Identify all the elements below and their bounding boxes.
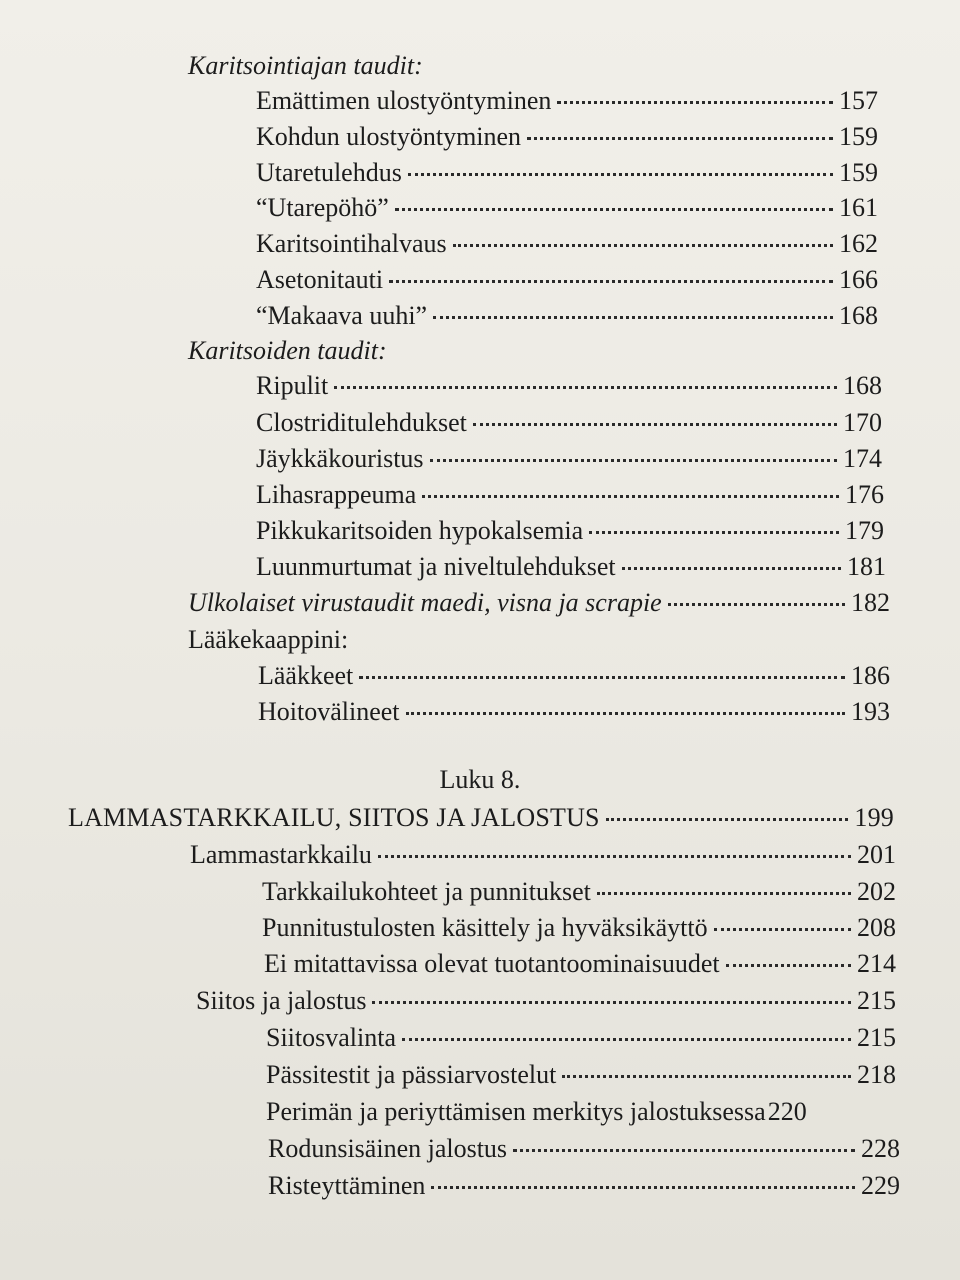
toc-entry-page: 161 [839,193,878,222]
section-heading-laakekaappini: Lääkekaappini: [188,625,349,654]
toc-entry [256,477,884,513]
toc-entry [268,1168,900,1204]
toc-entry-page: 176 [845,480,884,509]
toc-entry-ulkolaiset-virustaudit [188,585,890,621]
toc-entry-page: 218 [857,1060,896,1089]
toc-entry-title: Lihasrappeuma [256,480,417,509]
dot-leader [433,316,833,319]
dot-leader [562,1075,851,1078]
toc-entry-title: Kohdun ulostyöntyminen [256,122,522,151]
dot-leader [408,173,833,176]
dot-leader [527,137,833,140]
dot-leader [589,531,839,534]
toc-entry-page: 202 [857,877,896,906]
toc-entry [266,1094,900,1130]
toc-entry-title: Karitsointihalvaus [256,229,447,258]
toc-entry-page: 170 [843,408,882,437]
section-heading-karitsointiajan-taudit: Karitsointiajan taudit: [188,51,423,80]
section-heading-karitsoiden-taudit: Karitsoiden taudit: [188,336,387,365]
toc-entry [256,405,882,441]
toc-entry-title: Tarkkailukohteet ja punnitukset [262,877,591,906]
dot-leader [389,280,833,283]
dot-leader [372,1001,851,1004]
toc-entry-title: Siitos ja jalostus [196,986,367,1015]
toc-entry [256,298,878,334]
toc-entry-page: 193 [851,697,890,726]
dot-leader [473,423,837,426]
toc-entry [268,1131,900,1167]
toc-entry-title: Ripulit [256,371,329,400]
toc-entry-page: 168 [843,371,882,400]
toc-entry-page: 220 [767,1097,807,1126]
toc-entry-page: 229 [861,1171,900,1200]
chapter-page: 199 [854,803,894,832]
toc-entry-title: Siitosvalinta [266,1023,396,1052]
dot-leader [422,495,839,498]
toc-entry-page: 159 [839,158,878,187]
toc-entry [256,155,878,191]
toc-entry-page: 181 [847,552,886,581]
toc-entry-title: Jäykkäkouristus [256,444,424,473]
toc-entry-title: Emättimen ulostyöntyminen [256,86,552,115]
toc-entry-page: 162 [839,229,878,258]
toc-entry-title: Pikkukaritsoiden hypokalsemia [256,516,584,545]
dot-leader [557,101,833,104]
toc-entry [266,1020,896,1056]
dot-leader [359,676,845,679]
toc-entry-page: 215 [857,1023,896,1052]
dot-leader [431,1186,855,1189]
toc-entry [262,910,896,946]
toc-entry-page: 179 [845,516,884,545]
toc-entry-title: Ulkolaiset virustaudit maedi, visna ja scrapie [188,588,662,617]
dot-leader [430,459,837,462]
dot-leader [714,928,851,931]
toc-entry-title: “Utarepöhö” [256,193,389,222]
toc-entry-title: Perimän ja periyttämisen merkitys jalostuksessa [266,1097,766,1126]
toc-entry [256,119,878,155]
toc-entry-title: “Makaava uuhi” [256,301,428,330]
toc-entry-title: Utaretulehdus [256,158,402,187]
toc-entry [256,441,882,477]
dot-leader [726,964,851,967]
toc-entry [258,658,890,694]
toc-entry-page: 186 [851,661,890,690]
toc-entry-title: Pässitestit ja pässiarvostelut [266,1060,557,1089]
dot-leader [378,855,851,858]
toc-entry-page: 182 [851,588,890,617]
toc-entry-page: 157 [839,86,878,115]
toc-entry [256,262,878,298]
dot-leader [402,1038,851,1041]
toc-entry [262,874,896,910]
toc-entry-page: 215 [857,986,896,1015]
dot-leader [597,892,851,895]
dot-leader [334,386,837,389]
dot-leader [668,603,845,606]
toc-entry-title: Lääkkeet [258,661,354,690]
toc-entry [256,226,878,262]
toc-entry [266,1057,896,1093]
chapter-title-entry [68,800,894,836]
toc-entry [264,946,896,982]
subsection-entry-lammastarkkailu [190,837,896,873]
toc-entry [256,549,886,585]
chapter-title: LAMMASTARKKAILU, SIITOS JA JALOSTUS [68,803,600,832]
toc-entry-page: 174 [843,444,882,473]
toc-entry-page: 159 [839,122,878,151]
toc-entry-page: 228 [861,1134,900,1163]
toc-entry-title: Ei mitattavissa olevat tuotantoominaisuudet [264,949,720,978]
dot-leader [606,818,849,821]
toc-entry-page: 166 [839,265,878,294]
toc-entry [256,368,882,404]
toc-entry-title: Luunmurtumat ja niveltulehdukset [256,552,616,581]
subsection-entry-siitos-ja-jalostus [196,983,896,1019]
toc-entry-title: Clostriditulehdukset [256,408,467,437]
toc-entry-title: Lammastarkkailu [190,840,372,869]
toc-entry [258,694,890,730]
toc-entry [256,83,878,119]
toc-entry [256,513,884,549]
toc-entry [256,190,878,226]
toc-entry-page: 208 [857,913,896,942]
toc-entry-title: Risteyttäminen [268,1171,426,1200]
chapter-label: Luku 8. [439,765,521,794]
toc-entry-page: 168 [839,301,878,330]
toc-entry-page: 201 [857,840,896,869]
dot-leader [622,567,841,570]
dot-leader [395,208,833,211]
dot-leader [453,244,833,247]
toc-entry-title: Hoitovälineet [258,697,400,726]
toc-entry-title: Punnitustulosten käsittely ja hyväksikäyttö [262,913,708,942]
toc-entry-title: Rodunsisäinen jalostus [268,1134,508,1163]
dot-leader [406,712,845,715]
toc-entry-title: Asetonitauti [256,265,384,294]
toc-entry-page: 214 [857,949,896,978]
dot-leader [513,1149,855,1152]
